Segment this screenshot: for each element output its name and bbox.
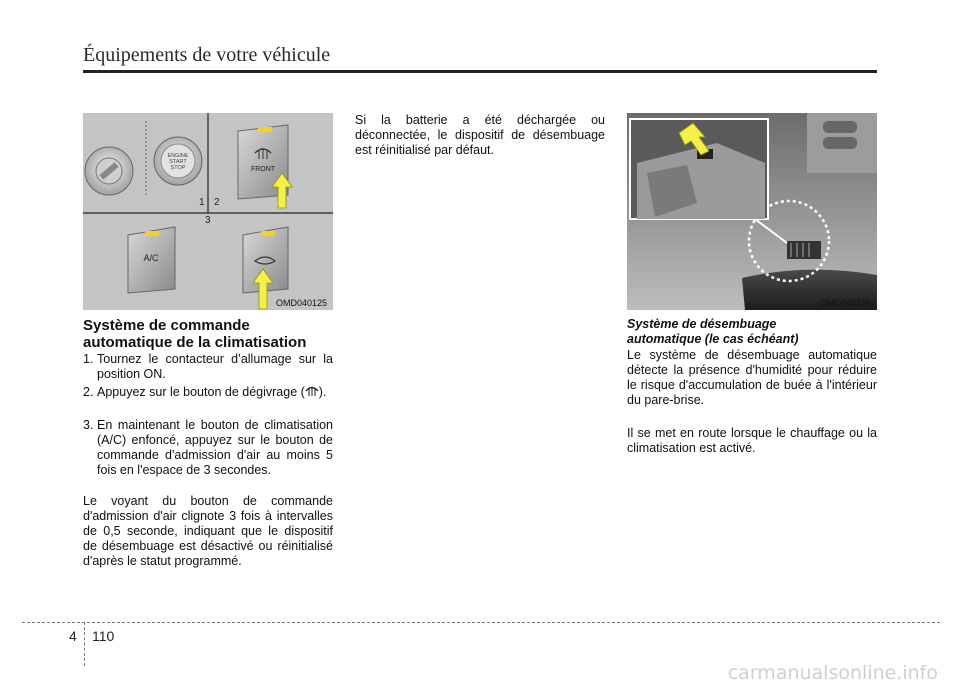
footer-divider <box>84 622 85 666</box>
svg-text:STOP: STOP <box>170 165 186 171</box>
list-item: 1. Tournez le contacteur d’allumage sur la position ON. <box>83 352 333 381</box>
figure-climate-controls <box>83 113 333 310</box>
climate-controls-illustration <box>83 113 333 310</box>
section-heading: Système de désembuage automatique (le cas échéant) <box>627 317 799 346</box>
defog-sensor-illustration <box>627 113 877 310</box>
page-header-title: Équipements de votre véhicule <box>83 44 331 66</box>
paragraph: Le voyant du bouton de commande d'admission d'air clignote 3 fois à intervalles de 0,5 seconde, indiquant que le dispositif de désembuage est désactivé ou réinitialisé d'après le statut programmé. <box>83 494 333 568</box>
paragraph: Le système de désembuage automatique détecte la présence d'humidité pour réduire le risque d'accumulation de buée à l'intérieur du pare-brise. <box>627 348 877 407</box>
figure-code: OMD040126 <box>819 298 871 308</box>
svg-text:ENGINE: ENGINE <box>167 153 189 159</box>
defrost-icon <box>305 385 319 397</box>
page-number: 110 <box>92 628 115 644</box>
svg-text:1: 1 <box>199 197 205 208</box>
svg-text:3: 3 <box>205 215 211 226</box>
paragraph: Il se met en route lorsque le chauffage ou la climatisation est activé. <box>627 426 877 455</box>
paragraph: Si la batterie a été déchargée ou déconnectée, le dispositif de désembuage est réinitialisé par défaut. <box>355 113 605 157</box>
list-item: 3. En maintenant le bouton de climatisation (A/C) enfoncé, appuyez sur le bouton de commande d'admission d'air au moins 5 fois en l'espace de 3 secondes. <box>83 418 333 477</box>
watermark: carmanualsonline.info <box>727 662 938 684</box>
chapter-number: 4 <box>69 628 77 644</box>
footer-rule <box>22 622 940 623</box>
svg-text:2: 2 <box>214 197 220 208</box>
figure-code: OMD040125 <box>275 298 327 308</box>
header-rule <box>83 70 877 73</box>
section-heading: Système de commande automatique de la climatisation <box>83 317 307 351</box>
svg-text:START: START <box>169 159 187 165</box>
svg-text:FRONT: FRONT <box>250 166 276 173</box>
figure-defog-sensor <box>627 113 877 310</box>
list-item: 2. Appuyez sur le bouton de dégivrage ( ). <box>83 385 327 399</box>
svg-text:A/C: A/C <box>143 253 159 263</box>
